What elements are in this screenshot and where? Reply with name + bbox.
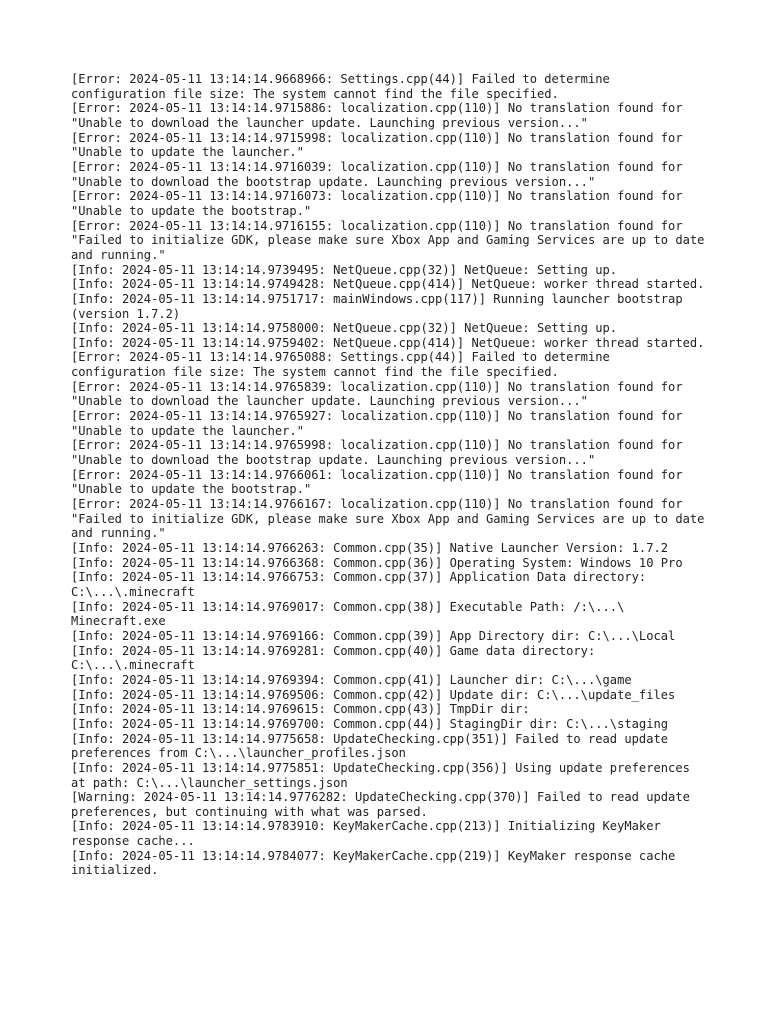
log-line: [Info: 2024-05-11 13:14:14.9769166: Common.cpp(39)] App Directory dir: C:\...\Local bbox=[71, 628, 676, 643]
log-line: [Error: 2024-05-11 13:14:14.9715998: localization.cpp(110)] No translation found for "Unable to update the launcher." bbox=[71, 130, 690, 160]
log-line: [Info: 2024-05-11 13:14:14.9766368: Common.cpp(36)] Operating System: Windows 10 Pro bbox=[71, 555, 683, 570]
log-line: [Info: 2024-05-11 13:14:14.9769394: Common.cpp(41)] Launcher dir: C:\...\game bbox=[71, 672, 632, 687]
log-line: [Error: 2024-05-11 13:14:14.9766061: localization.cpp(110)] No translation found for "Unable to update the bootstrap." bbox=[71, 467, 690, 497]
log-line: [Info: 2024-05-11 13:14:14.9758000: NetQueue.cpp(32)] NetQueue: Setting up. bbox=[71, 321, 618, 336]
log-line: [Info: 2024-05-11 13:14:14.9739495: NetQueue.cpp(32)] NetQueue: Setting up. bbox=[71, 262, 618, 277]
log-line: [Info: 2024-05-11 13:14:14.9769017: Common.cpp(38)] Executable Path: /:\...\ Minecraft.exe bbox=[71, 599, 632, 629]
log-line: [Error: 2024-05-11 13:14:14.9716039: localization.cpp(110)] No translation found for "Unable to download the bootstrap update. Launching previous version..." bbox=[71, 159, 690, 189]
log-line: [Info: 2024-05-11 13:14:14.9775851: UpdateChecking.cpp(356)] Using update preferences at path: C:\...\launcher_settings.json bbox=[71, 760, 698, 790]
log-line: [Info: 2024-05-11 13:14:14.9775658: UpdateChecking.cpp(351)] Failed to read update preferences from C:\...\launcher_profiles.json bbox=[71, 731, 676, 761]
log-line: [Error: 2024-05-11 13:14:14.9716155: localization.cpp(110)] No translation found for "Failed to initialize GDK, please make sure Xbox App and Gaming Services are up to date and running." bbox=[71, 218, 712, 262]
log-line: [Info: 2024-05-11 13:14:14.9749428: NetQueue.cpp(414)] NetQueue: worker thread started. bbox=[71, 277, 705, 292]
log-line: [Error: 2024-05-11 13:14:14.9716073: localization.cpp(110)] No translation found for "Unable to update the bootstrap." bbox=[71, 189, 690, 218]
log-line: [Error: 2024-05-11 13:14:14.9715886: localization.cpp(110)] No translation found for "Unable to download the launcher update. Launching previous version..." bbox=[71, 101, 690, 130]
log-line: [Info: 2024-05-11 13:14:14.9783910: KeyMakerCache.cpp(213)] Initializing KeyMaker response cache... bbox=[71, 819, 669, 849]
log-line: [Info: 2024-05-11 13:14:14.9769700: Common.cpp(44)] StagingDir dir: C:\...\staging bbox=[71, 716, 669, 731]
log-line: [Info: 2024-05-11 13:14:14.9769615: Common.cpp(43)] TmpDir dir: bbox=[71, 702, 530, 717]
log-line: [Error: 2024-05-11 13:14:14.9668966: Settings.cpp(44)] Failed to determine configuration file size: The system cannot find the file specified. bbox=[71, 72, 618, 101]
log-line: [Error: 2024-05-11 13:14:14.9765088: Settings.cpp(44)] Failed to determine configuration file size: The system cannot find the file specified. bbox=[71, 350, 618, 380]
log-line: [Error: 2024-05-11 13:14:14.9765927: localization.cpp(110)] No translation found for "Unable to update the launcher." bbox=[71, 409, 690, 438]
log-line: [Info: 2024-05-11 13:14:14.9766263: Common.cpp(35)] Native Launcher Version: 1.7.2 bbox=[71, 541, 669, 555]
log-line: [Info: 2024-05-11 13:14:14.9766753: Common.cpp(37)] Application Data directory: C:\...\.minecraft bbox=[71, 570, 654, 599]
log-line: [Error: 2024-05-11 13:14:14.9765998: localization.cpp(110)] No translation found for "Unable to download the bootstrap update. Launching previous version..." bbox=[71, 438, 690, 468]
log-line: [Info: 2024-05-11 13:14:14.9759402: NetQueue.cpp(414)] NetQueue: worker thread started. bbox=[71, 335, 705, 350]
log-line: [Info: 2024-05-11 13:14:14.9784077: KeyMakerCache.cpp(219)] KeyMaker response cache initialized. bbox=[71, 848, 683, 878]
log-line: [Info: 2024-05-11 13:14:14.9751717: mainWindows.cpp(117)] Running launcher bootstrap (version 1.7.2) bbox=[71, 291, 690, 321]
log-document bbox=[71, 72, 711, 878]
log-line: [Error: 2024-05-11 13:14:14.9766167: localization.cpp(110)] No translation found for "Failed to initialize GDK, please make sure Xbox App and Gaming Services are up to date and running." bbox=[71, 497, 712, 541]
log-line: [Info: 2024-05-11 13:14:14.9769506: Common.cpp(42)] Update dir: C:\...\update_files bbox=[71, 687, 676, 702]
log-line: [Warning: 2024-05-11 13:14:14.9776282: UpdateChecking.cpp(370)] Failed to read update preferences, but continuing with what was parsed. bbox=[71, 790, 698, 819]
log-line: [Error: 2024-05-11 13:14:14.9765839: localization.cpp(110)] No translation found for "Unable to download the launcher update. Launching previous version..." bbox=[71, 379, 690, 409]
log-line: [Info: 2024-05-11 13:14:14.9769281: Common.cpp(40)] Game data directory: C:\...\.minecraft bbox=[71, 643, 603, 673]
